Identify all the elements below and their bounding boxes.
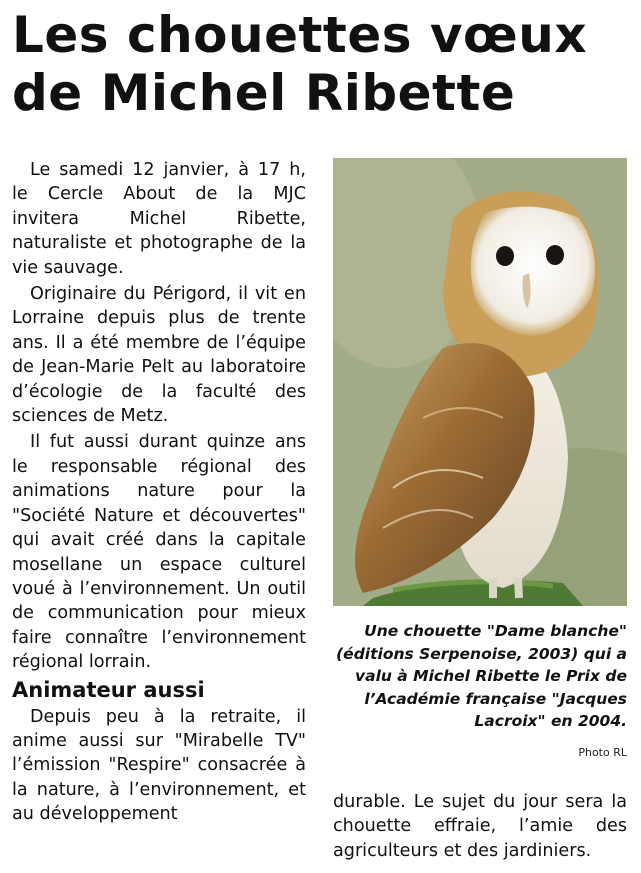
photo-caption: Une chouette "Dame blanche" (éditions Serpenoise, 2003) qui a valu à Michel Ribette le Prix de l’Académie française "Jacques Lacroix" en 2004. (336, 622, 627, 730)
article-left-column (12, 158, 306, 827)
article-subhead: Animateur aussi (12, 677, 205, 702)
article-paragraph-2: Originaire du Périgord, il vit en Lorraine depuis plus de trente ans. Il a été membre de l’équipe de Jean-Marie Pelt au laboratoire d’écologie de la faculté des sciences de Metz. (12, 284, 306, 427)
owl-illustration (333, 158, 627, 606)
article-paragraph-4: Depuis peu à la retraite, il anime aussi sur "Mirabelle TV" l’émission "Respire" consacrée à la nature, à l’environnement, et au développement (12, 706, 306, 825)
headline-line-1: Les chouettes vœux (12, 6, 588, 64)
photo-credit: Photo RL (578, 746, 627, 759)
article-paragraph-3: Il fut aussi durant quinze ans le responsable régional des animations nature pour la "Société Nature et découvertes" qui avait créé dans la capitale mosellane un espace culturel voué à l’environnement. Un outil de communication pour mieux faire connaître l’environnement régional lorrain. (12, 432, 306, 673)
headline-line-2: de Michel Ribette (12, 64, 516, 122)
headline (12, 6, 632, 122)
owl-photo (333, 158, 627, 606)
article-paragraph-1: Le samedi 12 janvier, à 17 h, le Cercle About de la MJC invitera Michel Ribette, naturaliste et photographe de la vie sauvage. (12, 160, 306, 278)
article-right-column (333, 790, 627, 863)
article-continuation: durable. Le sujet du jour sera la chouette effraie, l’amie des agriculteurs et des jardiniers. (333, 792, 627, 861)
